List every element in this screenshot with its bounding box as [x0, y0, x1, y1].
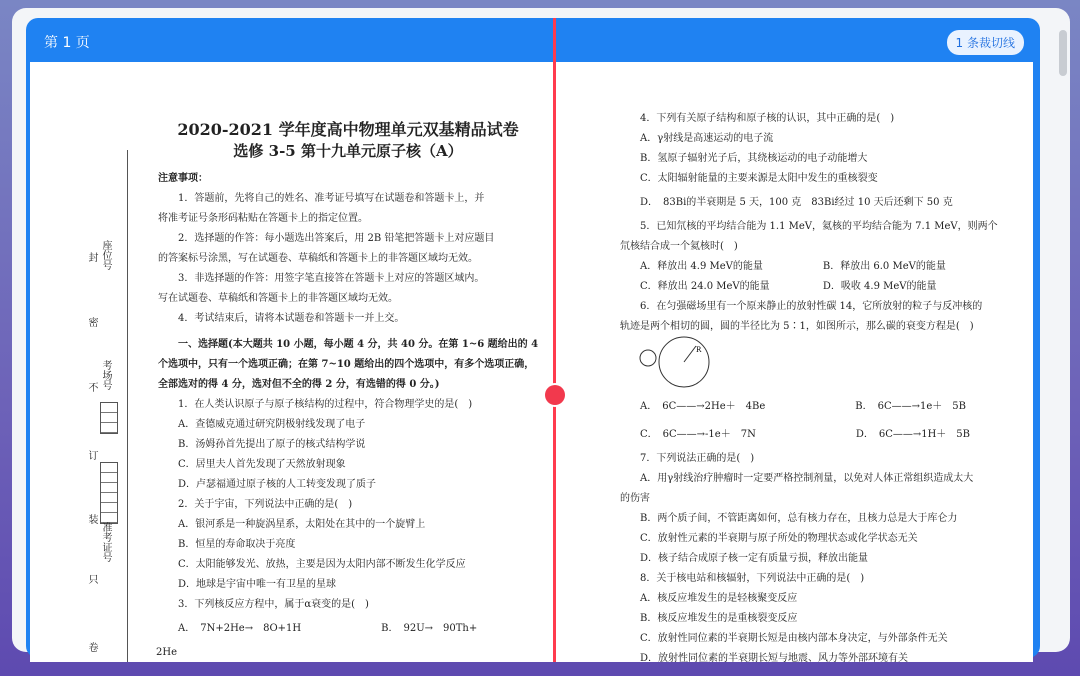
sidebar-exam-room: 考场号 — [100, 360, 111, 390]
option: D． 83Bi的半衰期是 5 天，100 克 83Bi经过 10 天后还剩下 50 克 — [620, 197, 953, 208]
option: A．用γ射线治疗肿瘤时一定要严格控制剂量，以免对人体正常组织造成太大 — [620, 473, 974, 484]
scrollbar-thumb[interactable] — [1059, 30, 1067, 76]
option: C．放射性元素的半衰期与原子所处的物理状态或化学状态无关 — [620, 533, 918, 544]
text-line: 的答案标号涂黑，写在试题卷、草稿纸和答题卡上的非答题区域均无效。 — [158, 253, 478, 264]
option: A．核反应堆发生的是轻核聚变反应 — [620, 593, 798, 604]
question-8: 8．关于核电站和核辐射，下列说法中正确的是( ) — [620, 573, 865, 584]
question-6: 6．在匀强磁场里有一个原来静止的放射性碳 14，它所放射的粒子与反冲核的 — [620, 301, 983, 312]
option: D．核子结合成原子核一定有质量亏损，释放出能量 — [620, 553, 869, 564]
option: A．γ射线是高速运动的电子流 — [620, 133, 774, 144]
text-line: 1．答题前，先将自己的姓名、准考证号填写在试题卷和答题卡上，并 — [158, 193, 485, 204]
binding-line — [127, 150, 128, 662]
section-heading: 个选项中，只有一个选项正确；在第 7~10 题给出的四个选项中，有多个选项正确， — [158, 359, 535, 370]
option: D．地球是宇宙中唯一有卫星的星球 — [158, 579, 337, 590]
document-page — [30, 62, 1033, 662]
option: B．氢原子辐射光子后，其绕核运动的电子动能增大 — [620, 153, 868, 164]
option: D．卢瑟福通过原子核的人工转变发现了质子 — [158, 479, 377, 490]
option: 2He — [156, 647, 178, 658]
ticket-boxes — [100, 462, 118, 524]
sidebar-seat-number: 座位号 — [100, 240, 111, 270]
text-line: 3．非选择题的作答：用签字笔直接答在答题卡上对应的答题区域内。 — [158, 273, 485, 284]
sidebar-install: 装 — [86, 514, 97, 524]
sidebar-order: 订 — [86, 450, 97, 460]
section-heading: 全部选对的得 4 分，选对但不全的得 2 分，有选错的得 0 分。) — [158, 379, 440, 390]
question-5: 5．已知氘核的平均结合能为 1.1 MeV，氦核的平均结合能为 7.1 MeV，则两个 — [620, 221, 998, 232]
small-orbit-circle — [640, 350, 656, 366]
notice-heading: 注意事项： — [158, 173, 208, 184]
option: C．释放出 24.0 MeV的能量 D．吸收 4.9 MeV的能量 — [620, 281, 937, 292]
text-line: 写在试题卷、草稿纸和答题卡上的非答题区域均无效。 — [158, 293, 398, 304]
sidebar-ticket-number: 准考证号 — [100, 522, 111, 562]
exam-room-boxes — [100, 402, 118, 434]
page-header — [26, 18, 1040, 62]
text-line: 氘核结合成一个氦核时( ) — [620, 241, 738, 252]
question-7: 7．下列说法正确的是( ) — [620, 453, 755, 464]
question-3: 3．下列核反应方程中，属于α衰变的是( ) — [158, 599, 369, 610]
option: C．居里夫人首先发现了天然放射现象 — [158, 459, 346, 470]
question-1: 1．在人类认识原子与原子核结构的过程中，符合物理学史的是( ) — [158, 399, 473, 410]
section-heading: 一、选择题(本大题共 10 小题，每小题 4 分，共 40 分。在第 1~6 题给出的 4 — [158, 339, 539, 350]
cut-line-handle[interactable] — [545, 385, 565, 405]
option: A． 6C——→2He＋ 4Be B． 6C——→1e＋ 5B — [620, 401, 966, 412]
cut-line[interactable] — [553, 18, 556, 662]
option: A．银河系是一种旋涡星系，太阳处在其中的一个旋臂上 — [158, 519, 426, 530]
option: B．核反应堆发生的是重核裂变反应 — [620, 613, 798, 624]
option: C．太阳能够发光、放热，主要是因为太阳内部不断发生化学反应 — [158, 559, 466, 570]
option: B．汤姆孙首先提出了原子的核式结构学说 — [158, 439, 366, 450]
text-line: 轨迹是两个相切的圆，圆的半径比为 5∶1，如图所示，那么碳的衰变方程是( ) — [620, 321, 974, 332]
option: B．两个质子间，不管距离如何，总有核力存在，且核力总是大于库仑力 — [620, 513, 958, 524]
page-panel — [26, 18, 1040, 664]
radius-line — [684, 346, 696, 362]
option: A．查德威克通过研究阴极射线发现了电子 — [158, 419, 366, 430]
option: C．太阳辐射能量的主要来源是太阳中发生的重核裂变 — [620, 173, 878, 184]
sidebar-only: 只 — [86, 574, 97, 584]
sidebar-volume: 卷 — [86, 642, 97, 652]
option: A．释放出 4.9 MeV的能量 B．释放出 6.0 MeV的能量 — [620, 261, 946, 272]
app-window — [12, 8, 1070, 664]
text-line: 将准考证号条形码粘贴在答题卡上的指定位置。 — [158, 213, 368, 224]
question-2: 2．关于宇宙，下列说法中正确的是( ) — [158, 499, 353, 510]
decay-figure — [634, 338, 724, 392]
option: D．放射性同位素的半衰期长短与地震、风力等外部环境有关 — [620, 653, 909, 664]
sidebar-no: 不 — [86, 382, 97, 392]
doc-title: 2020-2021 学年度高中物理单元双基精品试卷 — [177, 120, 519, 139]
question-4: 4．下列有关原子结构和原子核的认识，其中正确的是( ) — [620, 113, 895, 124]
doc-subtitle: 选修 3-5 第十九单元原子核（A） — [233, 142, 463, 160]
text-line: 4．考试结束后，请将本试题卷和答题卡一并上交。 — [158, 313, 405, 324]
option: C． 6C——→-1e＋ 7N D． 6C——→1H＋ 5B — [620, 429, 971, 440]
scrollbar[interactable] — [1058, 18, 1068, 648]
text-line: 2．选择题的作答：每小题选出答案后，用 2B 铅笔把答题卡上对应题目 — [158, 233, 495, 244]
text-line: 的伤害 — [620, 493, 650, 504]
option: A． 7N+2He→ 8O+1H B． 92U→ 90Th+ — [158, 623, 478, 634]
cutline-count-button[interactable]: 1 条裁切线 — [947, 30, 1024, 55]
option: B．恒星的寿命取决于亮度 — [158, 539, 296, 550]
sidebar-seal: 封 — [86, 252, 97, 262]
sidebar-secret: 密 — [86, 317, 97, 327]
page-label: 第 1 页 — [44, 35, 90, 51]
option: C．放射性同位素的半衰期长短是由核内部本身决定，与外部条件无关 — [620, 633, 948, 644]
radius-label: R — [696, 346, 702, 354]
